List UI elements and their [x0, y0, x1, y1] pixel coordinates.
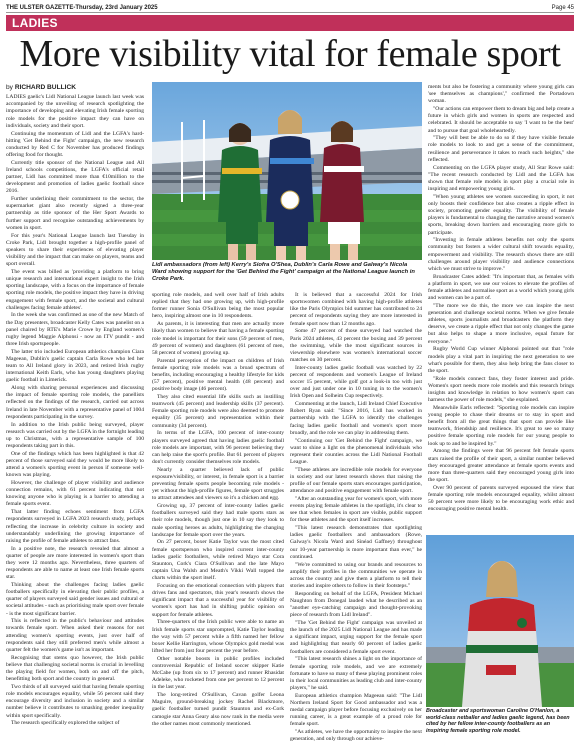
- article-paragraph: On 27 percent, boxer Katie Taylor was the most cited female sportsperson who inspired current inter-county ladies gaelic footballers, while retired Mayo star Cora Staunton, Cork's Ciara O'Sullivan and the late Mayo captain Una Walsh and Meath's Vikki Wall topped the charts within the sport itself.: [152, 539, 284, 582]
- article-column-3: [290, 292, 422, 743]
- article-paragraph: "The more we do this, the more we can inspire the next generation and challenge societal norms. When we give female athletes, sports journalists and broadcasters the platform they deserve, we create a ripple effect that not only changes the game but also helps to shape a more inclusive, equal future for everyone.": [428, 302, 574, 345]
- section-label: LADIES: [12, 16, 58, 30]
- article-paragraph: Three-quarters of the Irish public were able to name an Irish female sports star unprompted, Katie Taylor leading the way with 57 percent while a fifth named her fellow boxer Kellie Harrington, whose Olympics gold medal was lifted her from just four percent the year before.: [152, 619, 284, 654]
- article-paragraph: Further underlining their commitment to the sector, the supermarket giant also recently signed a three-year partnership as title sponsor of the Her Sport Awards to further support and recognise outstanding achievements by women in sport.: [6, 196, 144, 231]
- feature-photo-caption: Lidl ambassadors (from left) Kerry's Síofra O'Shea, Dublin's Carla Rowe and Galway's Nicola Ward showing support for the 'Get Behind the Fight' campaign at the National League launch in Croke Park.: [152, 262, 415, 282]
- article-paragraph: Commenting at the launch, Lidl Ireland Chief Executive Robert Ryan said: "Since 2016, Lidl has worked in partnership with the LGFA to identify the challenges facing ladies gaelic football and women's sport more broadly, and the role we can play in addressing them.: [290, 401, 422, 436]
- article-paragraph: This is reflected in the public's behaviour and attitudes towards female sport. When asked their reasons for not attending women's sporting events, just over half of respondents said they still preferred men's while almost a quarter felt the women's game isn't as important.: [6, 618, 144, 653]
- article-paragraph: "When young athletes see women succeeding in sport, it not only boosts their confidence but also creates a ripple effect in society, promoting gender equality. The visibility of female players is fundamental to changing the narrative around women's sports, breaking down barriers and encouraging more girls to participate.: [428, 193, 574, 236]
- article-paragraph: "Our actions can empower them to dream big and help create a future in which girls and women in sports are respected and celebrated. It should be acceptable to say 'I want to be the best' and to pursue that goal wholeheartedly.: [428, 106, 574, 134]
- article-paragraph: However, the challenge of player visibility and audience connection remains, with 61 percent indicating that not knowing anyone who is playing is a barrier to attending a female sports event.: [6, 479, 144, 508]
- article-paragraph: Meanwhile Earls reflected: "Sporting role models can inspire young people to chase their dreams or to stay in sport and benefit from all the great things that sport can provide like teamwork, friendship and resilience. It's great to see so many positive female sporting role models for our young people to look up to and be inspired by.": [428, 404, 574, 447]
- article-paragraph: "Continuing our 'Get Behind the Fight' campaign, we want to shine a light on the phenomenal individuals who represent their counties across the Lidl National Football League.: [290, 437, 422, 465]
- masthead-paper: THE ULSTER GAZETTE-Thursday, 23rd January 2025: [6, 4, 158, 11]
- article-paragraph: "We're committed to using our brands and resources to amplify their profiles in the communities we operate in across the country and give them a platform to tell their stories and inspire others to follow in their footsteps.": [290, 561, 422, 589]
- article-column-4: [428, 84, 574, 530]
- article-paragraph: For this year's National League launch last Tuesday in Croke Park, Lidl brought together a high-profile panel of speakers to share their experiences of elevating player visibility and the impact that can make on players, teams and sport overall.: [6, 232, 144, 268]
- article-paragraph: Other notable boosts in public profiles included controversial Republic of Ireland soccer skipper Katie McCabe (up from six to 17 percent) and runner Rhasidat Adeleke, who rocketed from one per percent to 12 percent in the last year.: [152, 655, 284, 691]
- headline: More visibility vital for female sport: [19, 33, 561, 75]
- article-paragraph: One of the findings which has been highlighted is that 42 percent of those surveyed said they would be more likely to attend a women's sporting event in person if someone well-known was playing.: [6, 450, 144, 479]
- byline-prefix: by: [6, 84, 13, 91]
- article-paragraph: European athletics champion Mageean said: "The Lidl Northern Ireland Sport for Good ambassador and was a medal campaign player before focusing exclusively on her running career, is a great example of a proud role for female sport.: [290, 692, 422, 728]
- article-paragraph: It is believed that a successful 2024 for Irish sportswomen combined with having high-profile athletes like the Paris Olympics bid summer has contributed to 24 percent of respondents saying they are more interested in female sport now than 12 months ago.: [290, 292, 422, 327]
- article-paragraph: ments but also be fostering a community where young girls can 'see themselves as champions'," confirmed the Portadown woman.: [428, 84, 574, 105]
- article-paragraph: Recognising that stems quo however, the Irish public believe that challenging societal norms is crucial in levelling the playing field for women, both on and off the pitch, benefitting both sport and the country in general.: [6, 654, 144, 683]
- article-paragraph: Parental perception of the impact on children of Irish female sporting role models was a broad spectrum of benefits, including encouraging a healthy lifestyle for kids (57 percent), positive mental health (48 percent) and positive body image (46 percent).: [152, 357, 284, 393]
- article-paragraph: That latter finding echoes sentiment from LGFA respondents surveyed in LGFA 2023 research study, perhaps reflecting the increase in celebrity culture in society and understandably underlining the growing importance of raising the profile of female athletes to attract fans.: [6, 509, 144, 544]
- article-paragraph: Along with sharing personal experiences and discussing the impact of female sporting role models, the panellists reflected on the findings of the research, carried out across Ireland in late November with a representative panel of 1004 respondents participating in the survey.: [6, 385, 144, 420]
- byline: [6, 84, 144, 91]
- article-paragraph: The long-retired O'Sullivan, Cavan golfer Leona Maguire, ground-breaking jockey Rachel Blackmore, gaelic footballer turned pundit Staunton and ex-Cork camogie star Anna Geary also now rank in the media were the other names most commonly mentioned.: [152, 692, 284, 727]
- article-paragraph: Among the findings were that 96 percent felt female sports stars raised the profile of their sport, a similar number believed they encouraged greater attendance at female sports events and more than three-quarters said they encouraged young girls into the sport.: [428, 448, 574, 483]
- article-paragraph: "Role models connect fans, they foster interest and pride. Women's sport needs more role models and this research brings insights and knowledge in relation to how women's sport can harness the power of role models," she explained.: [428, 375, 574, 404]
- profile-photo: [426, 535, 574, 707]
- article-paragraph: In terms of the LGFA, 100 percent of inter-county players surveyed agreed that having ladies gaelic football role models are important, with 96 percent believing they can help raise the sport's profile. But 61 percent of players don't currently consider themselves role models.: [152, 430, 284, 465]
- article-paragraph: Thinking about the challenges facing ladies gaelic footballers specifically in elevating their public profiles, a quarter of players surveyed said gender issues and cultural or societal attitudes - such as prioritising male sport over female - is the most significant barrier.: [6, 581, 144, 617]
- article-paragraph: Continuing the momentum of Lidl and the LGFA's hard-hitting 'Get Behind the Fight' campaign, the new research conducted by Red C for November has produced findings offering food for thought.: [6, 130, 144, 158]
- article-paragraph: Rugby World Cup winner Alphonsi pointed out that "role models play a vital part in inspiring the next generation to see what's possible for them, they also help bring the fans closer to the sport.: [428, 346, 574, 374]
- masthead: [6, 3, 574, 13]
- profile-photo-image: [426, 535, 574, 707]
- article-paragraph: Inter-county ladies gaelic football was watched by 22 percent of respondents and women's League of Ireland soccer 15 percent, while golf got a look-in too with just over and just under one in 10 tuning in to the women's Irish Open and Solheim Cup respectively.: [290, 364, 422, 400]
- article-paragraph: "As athletes, we have the opportunity to inspire the next generation, and only through our achieve-: [290, 729, 422, 743]
- article-paragraph: The event was billed as 'providing a platform to bring unique research and international expert insight to the Irish sporting landscape, with a focus on the importance of female sporting role models, the positive impact they have in driving engagement with female sport, and the societal and cultural challenges facing female athletes'.: [6, 268, 144, 311]
- article-paragraph: "They will best be able to do so if they have visible female role models to look to and get a sense of the commitment, resilience and perseverance it takes to reach such heights," she reflected.: [428, 135, 574, 163]
- article-paragraph: sporting role models, and well over half of Irish adults replied that they had one growing up, with high-profile former runner Sonia O'Sullivan being the most popular hero, inspiring almost one in 10 respondents.: [152, 292, 284, 320]
- article-paragraph: As parents, it is interesting that men are actually more likely than women to believe that having a female sporting role model is important for their sons (59 percent of men, 49 percent of women) and daughters (61 percent of men, 58 percent of women) growing up.: [152, 321, 284, 356]
- article-paragraph: Two thirds of all surveyed said that having female sporting role models encourages equality, while 56 percent said they encourage diversity and inclusion in society and a similar number believe it contributes to smashing gender inequality within sport specifically.: [6, 683, 144, 719]
- article-paragraph: Over 90 percent of parents surveyed espoused the view that female sporting role models encouraged equality, whilst almost 50 percent were more likely to be encouraging work ethic and encouraging positive mental health.: [428, 484, 574, 513]
- article-paragraph: "After an outstanding year for women's sport, with more events playing female athletes in the spotlight, it's clear to see that when females in sport are visible, public support for these athletes and the sport itself increases.: [290, 495, 422, 524]
- article-paragraph: Broadcaster Cates added: "It's important that, as females with a platform in sport, we use our voices to elevate the profiles of female athletes and normalise sport as a world which young girls and women can be a part of.: [428, 273, 574, 302]
- profile-photo-caption: Broadcaster and sportswoman Caroline O'Hanlon, a world-class netballer and ladies gaelic legend, has been cited by her fellow inter-county footballers as an inspiring female sporting role model.: [426, 708, 570, 734]
- article-paragraph: Some 47 percent of those surveyed had watched the Paris 2024 athletes, 43 percent the boxing and 39 percent the swimming, while the most significant sources in viewership elsewhere was women's international soccer matches on 30 percent.: [290, 328, 422, 363]
- feature-photo: [152, 82, 422, 260]
- article-column-1: [6, 84, 144, 734]
- article-paragraph: Growing up, 37 percent of inter-county ladies gaelic footballers surveyed said they had male sports stars as their role models, though just one in 10 say they look to male sporting heroes as adults, highlighting the changing landscape for female sport over the years.: [152, 503, 284, 538]
- article-paragraph: LADIES gaelic's Lidl National League launch last week was accompanied by the unveiling of research spotlighting the importance of developing and elevating Irish female sporting role models for the positive impact they can have on individuals, society and their sport.: [6, 94, 144, 129]
- article-column-2: [152, 292, 284, 734]
- article-paragraph: "Investing in female athletes benefits not only the sports community but fosters a wider cultural shift towards equality, empowerment and visibility. The research shows there are still challenges around player visibility and audience connections which we must strive to improve.": [428, 237, 574, 272]
- article-paragraph: The latter trio included European athletics champion Ciara Mageean, Dublin's gaelic captain Carla Rowe who led her team to All Ireland glory in 2023, and retired Irish rugby international Keith Earls, who has young daughters playing gaelic football in Limerick.: [6, 348, 144, 384]
- feature-photo-image: [152, 82, 422, 260]
- article-paragraph: In a positive note, the research revealed that almost a quarter of people are more interested in women's sport than they were 12 months ago. Nevertheless, three quarters of respondents are able to name at least one Irish female sports star.: [6, 545, 144, 581]
- article-paragraph: Responding on behalf of the LGFA, President Michael Naughton from Donegal lauded what he described as an "another eye-catching campaign and thought-provoking piece of research from Lidl Ireland".: [290, 590, 422, 619]
- article-paragraph: They also cited essential life skills such as instilling teamwork (45 percent) and leadership skills (37 percent). Female sporting role models were also deemed to promote equality (35 percent) and representation within their community (34 percent).: [152, 393, 284, 429]
- section-band: [6, 15, 574, 31]
- article-paragraph: The research specifically explored the subject of: [11, 720, 120, 727]
- article-paragraph: "This latest research shines a light on the importance of female sporting role models, and we are extremely fortunate to have so many of these playing prominent roles in their local communities as leading club and inter-county players," he said.: [290, 656, 422, 691]
- article-paragraph: Commenting on the LGFA player study, All Star Rowe said: "The recent research conducted by Lidl and the LGFA has shown that female role models in sport play a crucial role in inspiring and empowering young girls.: [428, 164, 574, 192]
- article-paragraph: Focusing on the emotional connection with players that drives fans and spectators, this year's research shows the significant impact that a successful year for visibility of women's sport has had in shifting public opinion on support for female athletes.: [152, 583, 284, 618]
- article-paragraph: In the week she was confirmed as one of the new Match of the Day presenters, broadcaster Kelly Cates was panelist on a panel chaired by RTE's Marie Crowe by England women's rugby legend Maggie Alphonsi - now an ITV pundit - and three Irish sportspeople.: [6, 312, 144, 348]
- article-paragraph: In addition to the Irish public being surveyed, player research was carried out by the LGFA in the fortnight leading up to Christmas, with a representative sample of 100 respondents taking part in this.: [6, 421, 144, 449]
- masthead-page: Page 45: [551, 4, 574, 11]
- article-paragraph: Nearly a quarter believed lack of public exposure/visibility, or interest, in female sport is a barrier preventing female sports people becoming role models - yet without the high-profile figures, female sport struggles to attract attendees and viewers so it's a chicken and egg.: [152, 466, 284, 502]
- byline-author: RICHARD BULLICK: [14, 84, 76, 91]
- article-paragraph: "These athletes are incredible role models for everyone in society and our latest research shows that raising the profile of our female sports stars encourages participation, attendance and positive engagement with female sport.: [290, 466, 422, 495]
- article-paragraph: Currently title sponsor of the National League and All Ireland schools competitions, the LGFA's official retail partner, Lidl has committed more than €10million to the development and promotion of ladies gaelic football since 2016.: [6, 159, 144, 195]
- article-paragraph: "This latest research demonstrates that spotlighting ladies gaelic footballers and ambassadors (Rowe, Galway's Nicola Ward and Sinéad Gaffney) throughout our 10-year partnership is more important than ever," he continued.: [290, 525, 422, 560]
- article-paragraph: "The 'Get Behind the Fight' campaign was unveiled at the launch of the 2025 Lidl National League and has made a significant impact, urging support for the female sport and highlighting that nearly 60 percent of ladies gaelic footballers are considered a female sport event.: [290, 619, 422, 655]
